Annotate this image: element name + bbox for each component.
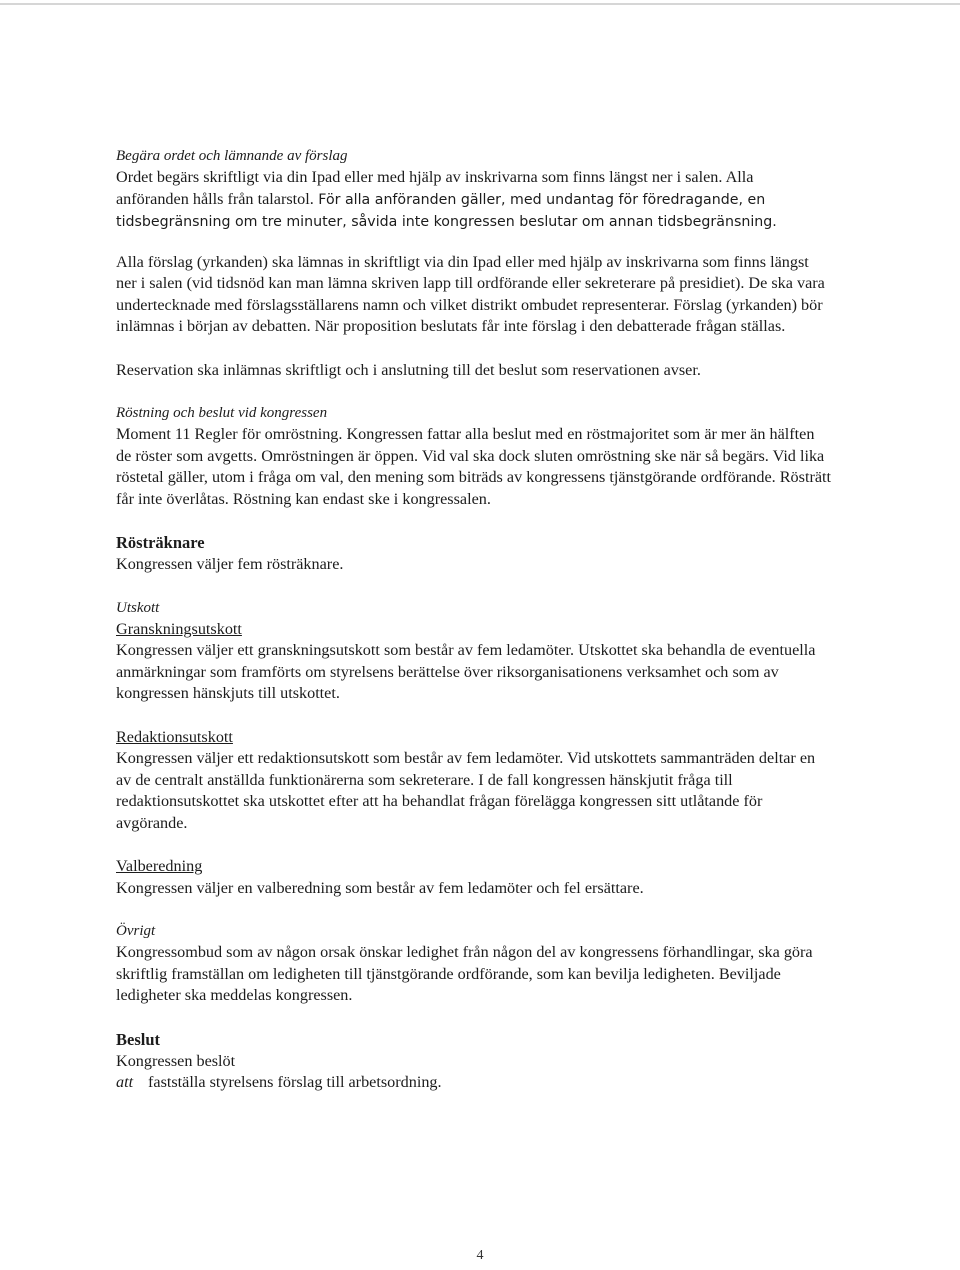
- subheading-redaktionsutskott: Redaktionsutskott: [116, 727, 233, 746]
- section-heading-beslut: Beslut: [116, 1029, 161, 1049]
- paragraph-granskningsutskott: Kongressen väljer ett granskningsutskott som består av fem ledamöter. Utskottet ska behandla de eventuella anmärkningar som framförts om styrelsens berättelse över riksorganisationens verksamhet och som av kongressen hänskjuts till utskottet.: [116, 641, 816, 702]
- att-label: att: [116, 1073, 134, 1091]
- begara-line-2b: För alla anföranden gäller, med undantag för föredragande, en: [313, 191, 766, 208]
- begara-line-1: Ordet begärs skriftligt via din Ipad eller med hjälp av inskrivarna som finns längst ner i salen. Alla: [116, 168, 754, 186]
- paragraph-redaktionsutskott: Kongressen väljer ett redaktionsutskott som består av fem ledamöter. Vid utskottets sammanträden deltar en av de centralt anställda funktionärerna som sekreterare. I de fall kongressen hänskjutit fråga till redaktionsutskottet ska utskottet efter att ha behandlat frågan förelägga kongressen sitt utlåtande för avgörande.: [116, 749, 816, 832]
- paragraph-valberedning: Kongressen väljer en valberedning som består av fem ledamöter och fel ersättare.: [116, 878, 644, 897]
- document-body: [116, 146, 832, 1094]
- scan-top-edge: [0, 3, 960, 5]
- subheading-valberedning: Valberedning: [116, 857, 203, 875]
- beslut-att-row: [116, 1072, 832, 1094]
- paragraph-forslag: Alla förslag (yrkanden) ska lämnas in skriftligt via din Ipad eller med hjälp av inskrivarna som finns längst ner i salen (vid tidsnöd kan man lämna skriven lapp till ordförande eller sekreterare på presidiet). De ska vara undertecknade med förslagsställarens namn och vilket distrikt ombudet representerar. Förslag (yrkanden) bör inlämnas i början av debatten. När proposition beslutats får inte förslag i den debatterade frågan ställas.: [116, 252, 825, 335]
- section-heading-utskott: Utskott: [116, 599, 160, 616]
- paragraph-rostraknare: Kongressen väljer fem rösträknare.: [116, 555, 344, 573]
- beslut-intro: Kongressen beslöt: [116, 1051, 236, 1070]
- begara-line-3: tidsbegränsning om tre minuter, såvida inte kongressen beslutar om annan tidsbegränsning.: [116, 214, 777, 230]
- subheading-granskningsutskott: Granskningsutskott: [116, 619, 242, 638]
- section-heading-begara-ordet: Begära ordet och lämnande av förslag: [116, 148, 348, 164]
- section-heading-rostraknare: Rösträknare: [116, 533, 205, 552]
- att-text: fastställa styrelsens förslag till arbetsordning.: [148, 1073, 442, 1091]
- paragraph-ovrigt: Kongressombud som av någon orsak önskar ledighet från någon del av kongressens förhandlingar, ska göra skriftlig framställan om ledigheten till tjänstgörande ordförande, som kan bevilja ledigheten. Beviljade ledigheter ska meddelas kongressen.: [116, 943, 813, 1004]
- paragraph-reservation: Reservation ska inlämnas skriftligt och i anslutning till det beslut som reservationen avser.: [116, 360, 701, 379]
- page-number: 4: [476, 1248, 484, 1263]
- begara-line-2: anföranden hålls från talarstol.: [116, 189, 314, 208]
- paragraph-begara-ordet: [116, 167, 832, 234]
- section-heading-ovrigt: Övrigt: [116, 923, 156, 939]
- paragraph-rostning: Moment 11 Regler för omröstning. Kongressen fattar alla beslut med en röstmajoritet som är mer än hälften de röster som avgetts. Omröstningen är öppen. Vid val ska dock sluten omröstning ske när så begärs. Vid lika röstetal gäller, utom i fråga om val, den mening som biträds av kongressens tjänstgörande ordförande. Rösträtt får inte överlåtas. Röstning kan endast ske i kongressalen.: [116, 425, 832, 508]
- section-heading-rostning: Röstning och beslut vid kongressen: [116, 405, 328, 421]
